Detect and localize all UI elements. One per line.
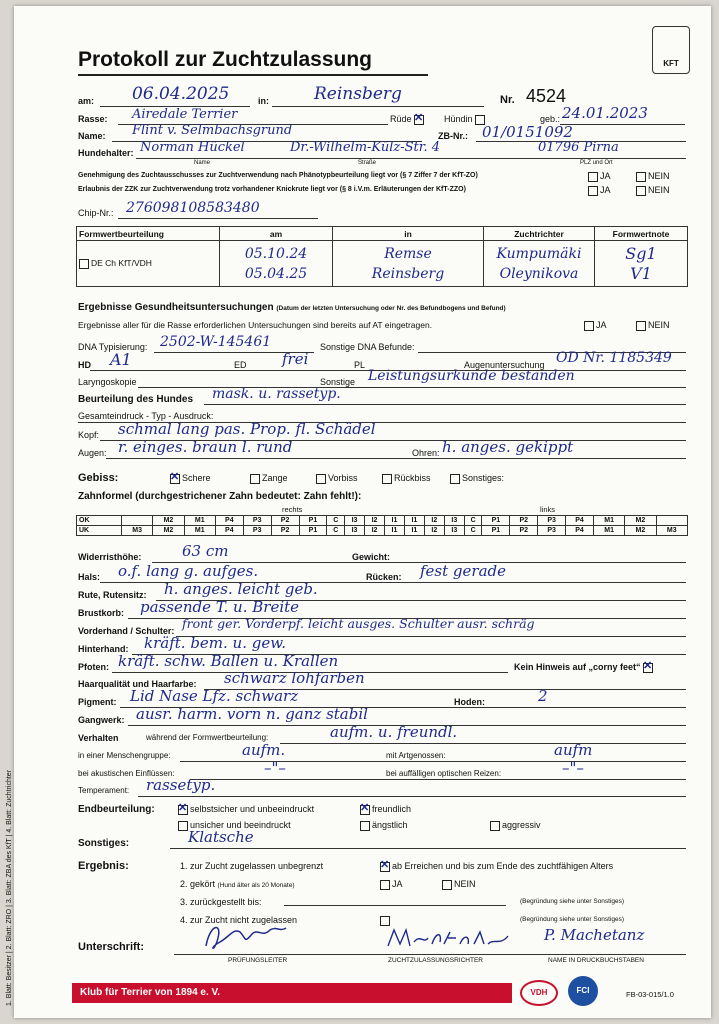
col-am: am xyxy=(220,227,333,241)
tooth-ok-8[interactable]: C xyxy=(327,516,345,526)
freundlich-option: ✕ freundlich xyxy=(360,804,411,815)
haar-value: schwarz lohfarben xyxy=(224,669,365,687)
result-1b-checkbox[interactable] xyxy=(380,862,390,872)
schere-option: ✕ Schere xyxy=(170,473,211,484)
artgenossen-value: aufm xyxy=(554,741,593,759)
teeth-rechts: rechts xyxy=(282,505,303,514)
kopf-label: Kopf: xyxy=(78,430,100,440)
fw-row2-in: Reinsberg xyxy=(371,265,445,282)
health-nein: NEIN xyxy=(636,320,670,331)
auge-value: OD Nr. 1185349 xyxy=(556,350,672,366)
fw-row1-in: Remse xyxy=(384,245,432,262)
formwert-note-cell xyxy=(595,241,688,287)
formwert-in-cell xyxy=(333,241,484,287)
unsicher-checkbox[interactable] xyxy=(178,821,188,831)
ohren-value: h. anges. gekippt xyxy=(442,438,574,456)
zange-checkbox[interactable] xyxy=(250,474,260,484)
health-ja: JA xyxy=(584,320,607,331)
tooth-uk-21[interactable]: M2 xyxy=(625,526,656,536)
tooth-ok-7[interactable]: P1 xyxy=(299,516,327,526)
footer-code: FB-03-015/1.0 xyxy=(626,990,674,999)
dna-value: 2502-W-145461 xyxy=(160,334,272,350)
sonstiges-option: Sonstiges: xyxy=(450,473,504,484)
akustisch-value: –"– xyxy=(264,759,286,777)
tooth-uk-18[interactable]: P3 xyxy=(538,526,566,536)
vorbiss-option: Vorbiss xyxy=(316,473,358,484)
signature-zzr-svg xyxy=(384,924,514,952)
result-3-begr: (Begründung siehe unter Sonstiges) xyxy=(520,898,625,905)
aengstlich-option: ängstlich xyxy=(360,820,408,831)
chip-value: 276098108583480 xyxy=(126,200,260,216)
aggressiv-option: aggressiv xyxy=(490,820,541,831)
tooth-ok-18[interactable]: P3 xyxy=(538,516,566,526)
health-title: Ergebnisse Gesundheitsuntersuchungen (Datum der letzten Untersuchung oder Nr. des Befundbogens und Befund) xyxy=(78,302,506,313)
tooth-uk-16[interactable]: P1 xyxy=(482,526,510,536)
vdh-logo-text: VDH xyxy=(530,988,548,997)
tooth-uk-13[interactable]: I2 xyxy=(424,526,444,536)
end-sonstiges-value: Klatsche xyxy=(188,828,254,846)
am-value: 06.04.2025 xyxy=(132,84,230,104)
rute-value: h. anges. leicht geb. xyxy=(164,580,318,598)
signature-pruefungsleiter xyxy=(200,918,290,957)
tooth-ok-0: OK xyxy=(77,516,122,526)
pigment-value: Lid Nase Lfz. schwarz xyxy=(130,687,299,705)
tooth-ok-15[interactable]: C xyxy=(464,516,482,526)
formwert-label: Formwertbeurteilung xyxy=(77,227,220,241)
protocol-sheet xyxy=(6,6,711,1018)
sonstige-value: Leistungsurkunde bestanden xyxy=(368,368,575,384)
sub-name: Name xyxy=(194,160,211,166)
vorder-value: front ger. Vorderpf. leicht ausges. Schulter ausr. schräg xyxy=(182,616,535,631)
tooth-uk-1[interactable]: M3 xyxy=(122,526,153,536)
halter-label: Hundehalter: xyxy=(78,148,134,158)
tooth-ok-11[interactable]: I1 xyxy=(384,516,404,526)
tooth-uk-2[interactable]: M2 xyxy=(153,526,184,536)
tooth-ok-9[interactable]: I3 xyxy=(345,516,365,526)
result-1b-option: ✕ ab Erreichen und bis zum Ende des zuchtfähigen Alters xyxy=(380,861,613,872)
fw-row1-richter: Kumpumäki xyxy=(496,245,582,262)
gewicht-label: Gewicht: xyxy=(352,552,391,562)
temperament-label: Temperament: xyxy=(78,786,130,795)
freundlich-checkbox[interactable] xyxy=(360,805,370,815)
approval1-ja-checkbox[interactable] xyxy=(588,172,598,182)
tooth-ok-12[interactable]: I1 xyxy=(404,516,424,526)
tooth-uk-8[interactable]: C xyxy=(327,526,345,536)
approval-line1: Genehmigung des Zuchtausschusses zur Zuchtverwendung nach Phänotypbeurteilung liegt vor (§ 7 Ziffer 7 der KfT-ZO) xyxy=(78,172,478,179)
gang-label: Gangwerk: xyxy=(78,715,125,725)
selbst-checkbox[interactable] xyxy=(178,805,188,815)
am-label: am: xyxy=(78,96,95,106)
result-2-ja: JA xyxy=(380,879,403,890)
result-4-begr: (Begründung siehe unter Sonstiges) xyxy=(520,916,625,923)
result-1: 1. zur Zucht zugelassen unbegrenzt xyxy=(180,861,324,871)
rute-label: Rute, Rutensitz: xyxy=(78,590,147,600)
pfoten-label: Pfoten: xyxy=(78,662,109,672)
ruecken-value: fest gerade xyxy=(420,562,506,580)
sign-label: Unterschrift: xyxy=(78,941,145,953)
menschen-value: aufm. xyxy=(242,741,286,759)
tooth-uk-0: UK xyxy=(77,526,122,536)
hd-value: A1 xyxy=(110,350,132,369)
approval2-ja: JA xyxy=(588,185,611,196)
sign-pl-caption: PRÜFUNGSLEITER xyxy=(228,957,288,964)
tooth-ok-22[interactable] xyxy=(656,516,687,526)
signature-pl-svg xyxy=(200,918,290,952)
ruecken-label: Rücken: xyxy=(366,572,402,582)
dech-cell: DE Ch KfT/VDH xyxy=(77,241,220,287)
ed-value: frei xyxy=(282,350,309,368)
ohren-label: Ohren: xyxy=(412,448,440,458)
tooth-ok-13[interactable]: I2 xyxy=(424,516,444,526)
beurteilung-value: mask. u. rassetyp. xyxy=(212,386,341,402)
fci-logo-text: FCI xyxy=(576,986,590,995)
rueckbiss-checkbox[interactable] xyxy=(382,474,392,484)
verhalten-label: Verhalten xyxy=(78,733,119,743)
dna-label: DNA Typisierung: xyxy=(78,342,148,352)
teeth-row-uk xyxy=(77,526,688,536)
tooth-ok-19[interactable]: P4 xyxy=(566,516,594,526)
hinter-label: Hinterhand: xyxy=(78,644,129,654)
corny-checkbox[interactable] xyxy=(643,663,653,673)
approval2-ja-checkbox[interactable] xyxy=(588,186,598,196)
end-label: Endbeurteilung: xyxy=(78,804,155,815)
health-ja-checkbox[interactable] xyxy=(584,321,594,331)
sign-zzr-caption: ZUCHTZULASSUNGSRICHTER xyxy=(388,957,483,964)
name-label: Name: xyxy=(78,131,106,141)
unsicher-option: unsicher und beeindruckt xyxy=(178,820,291,831)
col-note: Formwertnote xyxy=(595,227,688,241)
halter-name: Norman Hückel xyxy=(140,140,245,155)
col-richter: Zuchtrichter xyxy=(484,227,595,241)
result-2-ja-checkbox[interactable] xyxy=(380,880,390,890)
tooth-uk-15[interactable]: C xyxy=(464,526,482,536)
result-3: 3. zurückgestellt bis: xyxy=(180,897,262,907)
sub-strasse: Straße xyxy=(358,160,377,166)
optisch-label: bei auffälligen optischen Reizen: xyxy=(386,769,502,778)
result-2: 2. gekört (Hund älter als 20 Monate) xyxy=(180,879,295,889)
sonst-dna-label: Sonstige DNA Befunde: xyxy=(320,342,415,352)
approval-line2: Erlaubnis der ZZK zur Zuchtverwendung trotz vorhandener Knickrute liegt vor (§ 8 i.V.m. Erläuterungen der KfT-ZZO) xyxy=(78,186,466,193)
tooth-uk-4[interactable]: P4 xyxy=(215,526,243,536)
geb-value: 24.01.2023 xyxy=(562,104,648,122)
brust-value: passende T. u. Breite xyxy=(140,598,300,616)
formwert-table xyxy=(76,226,688,287)
vorder-label: Vorderhand / Schulter: xyxy=(78,626,175,636)
fw-row1-am: 05.10.24 xyxy=(244,245,308,262)
tooth-ok-10[interactable]: I2 xyxy=(365,516,385,526)
rueckbiss-option: Rückbiss xyxy=(382,473,431,484)
laryng-label: Laryngoskopie xyxy=(78,377,137,387)
vdh-logo xyxy=(520,980,558,1006)
hd-label: HD xyxy=(78,360,91,370)
in-label: in: xyxy=(258,96,269,106)
approval2-nein-checkbox[interactable] xyxy=(636,186,646,196)
end-sonstiges-label: Sonstiges: xyxy=(78,838,130,849)
name-value: Flint v. Selmbachsgrund xyxy=(132,123,293,138)
rasse-value: Airedale Terrier xyxy=(132,107,238,122)
aengstlich-checkbox[interactable] xyxy=(360,821,370,831)
rasse-label: Rasse: xyxy=(78,114,108,124)
widerrist-label: Widerristhöhe: xyxy=(78,552,142,562)
verhalten-value: aufm. u. freundl. xyxy=(330,723,458,741)
auge-label: Augenuntersuchung xyxy=(464,360,545,370)
sign-druck-caption: NAME IN DRUCKBUCHSTABEN xyxy=(548,957,644,964)
chip-label: Chip-Nr.: xyxy=(78,208,114,218)
hinter-value: kräft. bem. u. gew. xyxy=(144,634,287,652)
signature-zzr xyxy=(384,924,514,957)
sign-druck-value: P. Machetanz xyxy=(544,926,645,944)
sub-plz: PLZ und Ort xyxy=(580,160,613,166)
schere-checkbox[interactable] xyxy=(170,474,180,484)
fw-row2-richter: Oleynikova xyxy=(499,265,579,282)
kopf-value: schmal lang pas. Prop. fl. Schädel xyxy=(118,420,376,438)
halter-street: Dr.-Wilhelm-Külz-Str. 4 xyxy=(290,140,441,155)
aggressiv-checkbox[interactable] xyxy=(490,821,500,831)
footer-club: Klub für Terrier von 1894 e. V. xyxy=(80,987,221,998)
fci-logo xyxy=(568,976,598,1006)
artgenossen-label: mit Artgenossen: xyxy=(386,751,446,760)
sonstiges-checkbox[interactable] xyxy=(450,474,460,484)
tooth-uk-5[interactable]: P3 xyxy=(243,526,271,536)
zb-label: ZB-Nr.: xyxy=(438,131,468,141)
tooth-uk-19[interactable]: P4 xyxy=(566,526,594,536)
ruede-checkbox[interactable] xyxy=(414,115,424,125)
in-value: Reinsberg xyxy=(314,84,402,104)
tooth-uk-6[interactable]: P2 xyxy=(271,526,299,536)
fw-row2-am: 05.04.25 xyxy=(244,265,308,282)
approval1-nein-checkbox[interactable] xyxy=(636,172,646,182)
tooth-uk-17[interactable]: P2 xyxy=(510,526,538,536)
logo-text: KFT xyxy=(663,59,679,68)
tooth-uk-7[interactable]: P1 xyxy=(299,526,327,536)
corny-option: Kein Hinweis auf „corny feet“ ✕ xyxy=(514,662,655,673)
haar-label: Haarqualität und Haarfarbe: xyxy=(78,679,197,689)
approval1-ja: JA xyxy=(588,171,611,182)
teeth-row-ok xyxy=(77,516,688,526)
akustisch-label: bei akustischen Einflüssen: xyxy=(78,769,175,778)
temperament-value: rassetyp. xyxy=(146,776,216,794)
augen-value: r. einges. braun l. rund xyxy=(118,438,293,456)
approval1-nein: NEIN xyxy=(636,171,670,182)
kft-logo xyxy=(652,26,690,74)
fw-row2-note: V1 xyxy=(630,263,652,283)
tooth-ok-21[interactable]: M2 xyxy=(625,516,656,526)
nr-value: 4524 xyxy=(526,86,567,106)
tooth-uk-14[interactable]: I3 xyxy=(444,526,464,536)
gang-value: ausr. harm. vorn n. ganz stabil xyxy=(136,705,368,723)
tooth-ok-17[interactable]: P2 xyxy=(510,516,538,526)
tooth-uk-11[interactable]: I1 xyxy=(384,526,404,536)
menschen-label: in einer Menschengruppe: xyxy=(78,751,171,760)
tooth-uk-3[interactable]: M1 xyxy=(184,526,215,536)
geb-label: geb.: xyxy=(540,114,561,124)
tooth-ok-6[interactable]: P2 xyxy=(271,516,299,526)
result-label: Ergebnis: xyxy=(78,860,129,872)
side-text: 1. Blatt: Besitzer | 2. Blatt: ZRO | 3. Blatt: ZBA des KfT | 4. Blatt: Zuchtrichter xyxy=(6,769,13,1006)
sonstige-label: Sonstige xyxy=(320,377,356,387)
tooth-uk-10[interactable]: I2 xyxy=(365,526,385,536)
footer-bar xyxy=(72,983,512,1003)
zb-value: 01/0151092 xyxy=(482,123,573,141)
page-title: Protokoll zur Zuchtzulassung xyxy=(78,48,373,71)
pigment-label: Pigment: xyxy=(78,697,117,707)
teeth-table xyxy=(76,515,688,536)
gebiss-label: Gebiss: xyxy=(78,472,119,484)
tooth-ok-2[interactable]: M2 xyxy=(153,516,184,526)
tooth-ok-20[interactable]: M1 xyxy=(593,516,624,526)
approval2-nein: NEIN xyxy=(636,185,670,196)
huendin-label: Hündin xyxy=(444,114,487,125)
hoden-value: 2 xyxy=(538,687,548,705)
hals-label: Hals: xyxy=(78,572,101,582)
ed-label: ED xyxy=(234,360,247,370)
brust-label: Brustkorb: xyxy=(78,608,125,618)
nr-label: Nr. xyxy=(500,94,515,106)
health-line: Ergebnisse aller für die Rasse erforderlichen Untersuchungen sind bereits auf AT eingetragen. xyxy=(78,320,433,330)
health-nein-checkbox[interactable] xyxy=(636,321,646,331)
tooth-ok-1[interactable] xyxy=(122,516,153,526)
optisch-value: –"– xyxy=(562,759,584,777)
fw-row1-note: Sg1 xyxy=(625,243,657,263)
tooth-uk-20[interactable]: M1 xyxy=(593,526,624,536)
tooth-uk-22[interactable]: M3 xyxy=(656,526,687,536)
tooth-ok-14[interactable]: I3 xyxy=(444,516,464,526)
col-in: in xyxy=(333,227,484,241)
hals-value: o.f. lang g. aufges. xyxy=(118,562,259,580)
tooth-uk-9[interactable]: I3 xyxy=(345,526,365,536)
selbst-option: ✕ selbstsicher und unbeeindruckt xyxy=(178,804,314,815)
gesamt-label: Gesamteindruck - Typ - Ausdruck: xyxy=(78,411,214,421)
result-2-nein-checkbox[interactable] xyxy=(442,880,452,890)
ruede-label: Rüde ✕ xyxy=(390,114,426,125)
formwert-am-cell xyxy=(220,241,333,287)
pfoten-value: kräft. schw. Ballen u. Krallen xyxy=(118,652,339,670)
tooth-ok-3[interactable]: M1 xyxy=(184,516,215,526)
beurteilung-label: Beurteilung des Hundes xyxy=(78,394,194,405)
teeth-links: links xyxy=(540,505,556,514)
verhalten-sub: während der Formwertbeurteilung: xyxy=(146,733,269,742)
vorbiss-checkbox[interactable] xyxy=(316,474,326,484)
result-2-nein: NEIN xyxy=(442,879,476,890)
zange-option: Zange xyxy=(250,473,288,484)
tooth-ok-5[interactable]: P3 xyxy=(243,516,271,526)
augen-label: Augen: xyxy=(78,448,107,458)
tooth-uk-12[interactable]: I1 xyxy=(404,526,424,536)
teeth-title: Zahnformel (durchgestrichener Zahn bedeutet: Zahn fehlt!): xyxy=(78,491,362,502)
tooth-ok-4[interactable]: P4 xyxy=(215,516,243,526)
dech-checkbox[interactable] xyxy=(79,259,89,269)
halter-plz: 01796 Pirna xyxy=(538,140,619,155)
pl-label: PL xyxy=(354,360,366,370)
formwert-richter-cell xyxy=(484,241,595,287)
tooth-ok-16[interactable]: P1 xyxy=(482,516,510,526)
widerrist-value: 63 cm xyxy=(182,542,229,560)
hoden-label: Hoden: xyxy=(454,697,485,707)
result-4: 4. zur Zucht nicht zugelassen xyxy=(180,915,298,925)
